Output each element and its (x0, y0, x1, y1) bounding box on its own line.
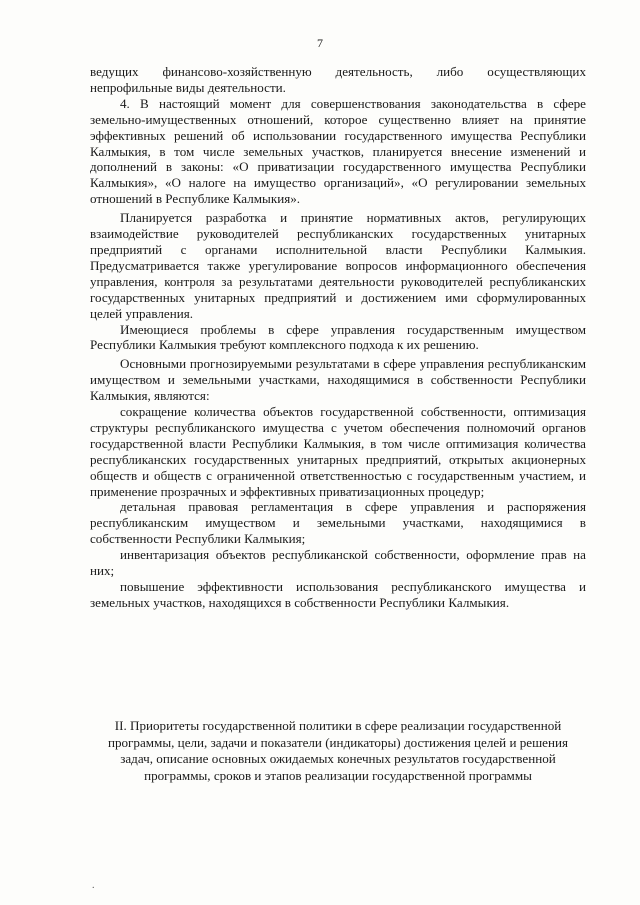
paragraph-item-4: 4. В настоящий момент для совершенствования законодательства в сфере земельно-имущественных отношений, которое существенно влияет на принятие эффективных решений об использовании государственного имущества Республики Калмыкия, в том числе земельных участков, планируется внесение изменений и дополнений в законы: «О приватизации государственного имущества Республики Калмыкия», «О налоге на имущество организаций», «О регулировании земельных отношений в Республике Калмыкия». (90, 95, 586, 207)
list-item-legal-regulation: детальная правовая регламентация в сфере управления и распоряжения республиканским имуществом и земельными участками, находящимися в собственности Республики Калмыкия; (90, 499, 586, 547)
paragraph-regulation: Планируется разработка и принятие нормативных актов, регулирующих взаимодействие руководителей республиканских государственных унитарных предприятий с органами исполнительной власти Республики Калмыкия. Предусматривается также урегулирование вопросов информационного обеспечения управления, контроля за результатами деятельности руководителей республиканских государственных унитарных предприятий и достижением ими сформулированных целей управления. (90, 210, 586, 321)
list-item-inventory: инвентаризация объектов республиканской собственности, оформление прав на них; (90, 547, 586, 579)
paragraph-continuation: ведущих финансово-хозяйственную деятельность, либо осуществляющих непрофильные виды деятельности. (90, 64, 586, 95)
paragraph-expected-results: Основными прогнозируемыми результатами в сфере управления республиканским имуществом и земельными участками, находящимися в собственности Республики Калмыкия, являются: (90, 356, 586, 404)
list-item-efficiency: повышение эффективности использования республиканского имущества и земельных участков, находящихся в собственности Республики Калмыкия. (90, 579, 586, 610)
paragraph-problems: Имеющиеся проблемы в сфере управления государственным имуществом Республики Калмыкия требуют комплексного подхода к их решению. (90, 321, 586, 353)
section-heading: II. Приоритеты государственной политики в сфере реализации государственной программы, цели, задачи и показатели (индикаторы) достижения целей и решения задач, описание основных ожидаемых конечных результатов государственной программы, сроков и этапов реализации государственной программы (107, 718, 569, 783)
page-number: 7 (317, 36, 323, 50)
body-text (90, 64, 586, 611)
scan-speck: . (92, 880, 95, 891)
list-item-reduction: сокращение количества объектов государственной собственности, оптимизация структуры республиканского имущества с учетом обеспечения полномочий органов государственной власти Республики Калмыкия, в том числе оптимизация количества республиканских государственных унитарных предприятий, открытых акционерных обществ и обществ с ограниченной ответственностью с государственным участием, и применение прозрачных и эффективных приватизационных процедур; (90, 404, 586, 499)
